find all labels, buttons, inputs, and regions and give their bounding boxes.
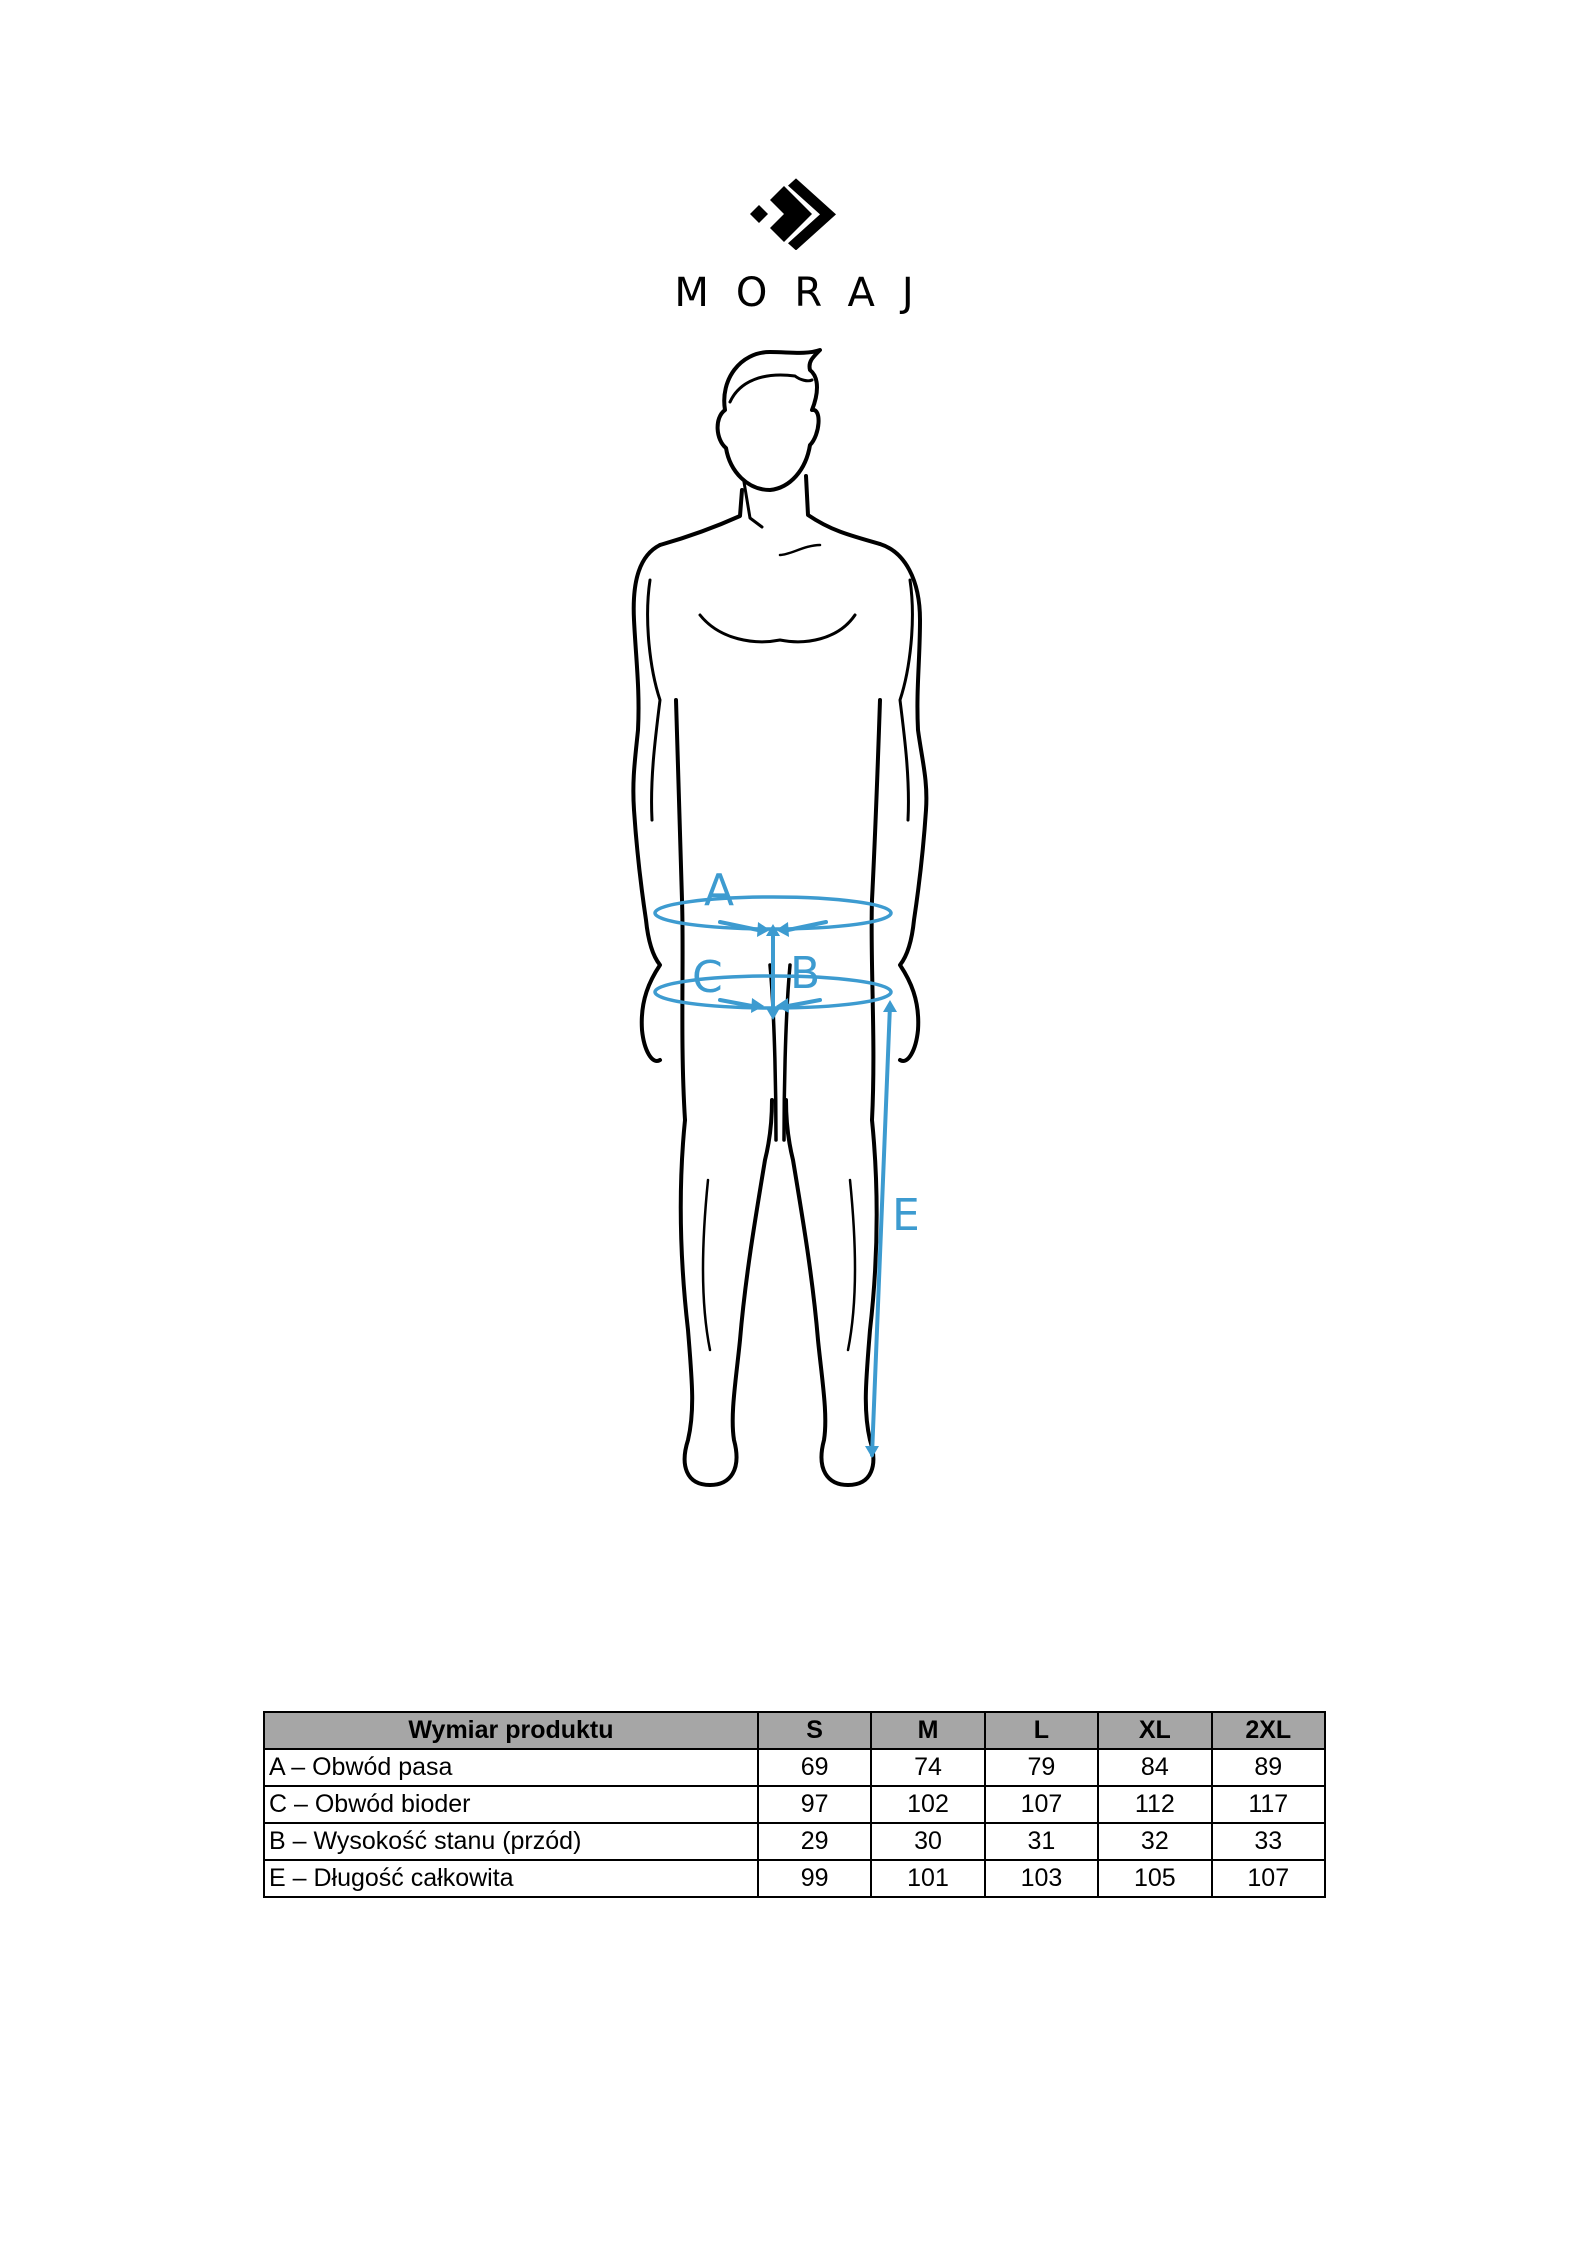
row-label: E – Długość całkowita	[264, 1860, 758, 1897]
header-size: S	[758, 1712, 871, 1749]
row-label: C – Obwód bioder	[264, 1786, 758, 1823]
table-header-row	[264, 1712, 1325, 1749]
table-cell: 31	[985, 1823, 1098, 1860]
table-cell: 117	[1212, 1786, 1325, 1823]
table-cell: 29	[758, 1823, 871, 1860]
table-cell: 79	[985, 1749, 1098, 1786]
table-row	[264, 1749, 1325, 1786]
table-cell: 105	[1098, 1860, 1211, 1897]
table-cell: 32	[1098, 1823, 1211, 1860]
table-cell: 107	[985, 1786, 1098, 1823]
body-measurement-figure	[580, 340, 1020, 1530]
table-cell: 103	[985, 1860, 1098, 1897]
row-label: A – Obwód pasa	[264, 1749, 758, 1786]
header-size: 2XL	[1212, 1712, 1325, 1749]
table-row	[264, 1823, 1325, 1860]
table-row	[264, 1860, 1325, 1897]
row-label: B – Wysokość stanu (przód)	[264, 1823, 758, 1860]
header-dimension: Wymiar produktu	[264, 1712, 758, 1749]
table-cell: 89	[1212, 1749, 1325, 1786]
table-cell: 69	[758, 1749, 871, 1786]
table-cell: 74	[871, 1749, 984, 1786]
table-cell: 112	[1098, 1786, 1211, 1823]
header-size: L	[985, 1712, 1098, 1749]
marker-label-a: A	[704, 865, 735, 916]
table-cell: 33	[1212, 1823, 1325, 1860]
table-cell: 84	[1098, 1749, 1211, 1786]
table-cell: 99	[758, 1860, 871, 1897]
table-cell: 97	[758, 1786, 871, 1823]
marker-label-b: B	[790, 948, 821, 999]
header-size: M	[871, 1712, 984, 1749]
table-cell: 107	[1212, 1860, 1325, 1897]
header-size: XL	[1098, 1712, 1211, 1749]
table-cell: 102	[871, 1786, 984, 1823]
table-cell: 30	[871, 1823, 984, 1860]
brand-logo-icon	[744, 178, 842, 250]
size-table	[263, 1711, 1326, 1898]
brand-name: MORAJ	[674, 270, 941, 316]
marker-label-e: E	[892, 1190, 920, 1241]
marker-label-c: C	[692, 952, 723, 1003]
table-cell: 101	[871, 1860, 984, 1897]
table-row	[264, 1786, 1325, 1823]
